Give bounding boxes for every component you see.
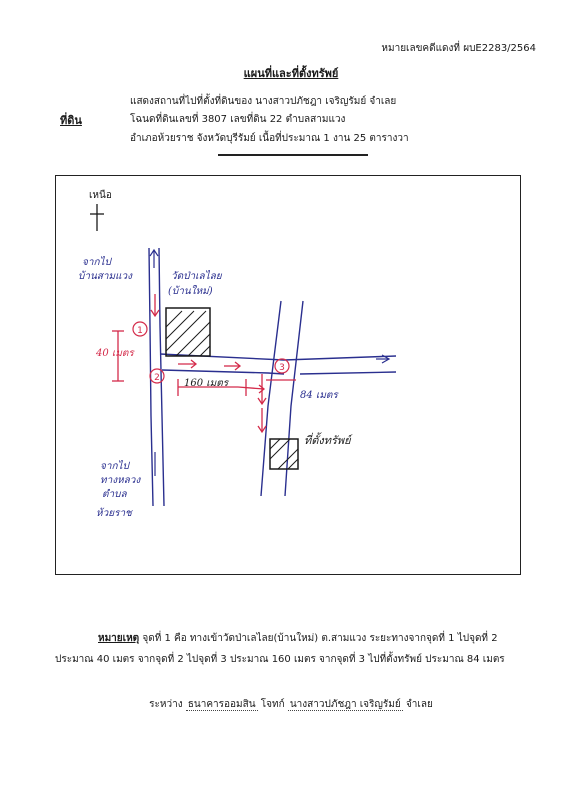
case-number: หมายเลขคดีแดงที่ ผบE2283/2564 (381, 43, 536, 54)
note-line-1 (98, 631, 498, 646)
between-label: ระหว่าง (149, 699, 183, 710)
to-highway-line-2: ทางหลวง (100, 475, 141, 486)
route-path (112, 294, 296, 432)
to-highway-line-3: ตำบล (102, 489, 127, 500)
distance-84-label: 84 เมตร (300, 390, 338, 401)
parties-line (0, 697, 582, 712)
property-label: ที่ตั้งทรัพย์ (304, 434, 351, 447)
note-heading: หมายเหตุ (98, 633, 140, 644)
property-block (270, 439, 298, 469)
plaintiff-role: โจทก์ (260, 699, 285, 710)
temple-label-line-1: วัดป่าเลไลย (171, 271, 222, 282)
document-title-text: แผนที่และที่ตั้งทรัพย์ (243, 67, 339, 80)
to-samwaeng-line-2: บ้านสามแวง (78, 271, 133, 282)
intro-line-3: อำเภอห้วยราช จังหวัดบุรีรัมย์ เนื้อที่ประมาณ 1 งาน 25 ตารางวา (130, 133, 409, 144)
north-label: เหนือ (89, 190, 112, 201)
location-map (55, 175, 521, 575)
point-3-label: 3 (279, 363, 285, 373)
to-highway-line-1: จากไป (100, 461, 129, 472)
land-label: ที่ดิน (60, 114, 82, 127)
intro-line-2: โฉนดที่ดินเลขที่ 3807 เลขที่ดิน 22 ตำบลสามแวง (130, 114, 346, 125)
distance-160-label: 160 เมตร (184, 378, 229, 389)
defendant-name: นางสาวปภัชฎา เจริญรัมย์ (289, 699, 401, 710)
distance-40-label: 40 เมตร (96, 348, 134, 359)
north-arrow-icon (90, 204, 104, 231)
map-drawing (56, 176, 522, 576)
side-road (261, 301, 303, 496)
intro-line-1: แสดงสถานที่ไปที่ตั้งที่ดินของ นางสาวปภัชฎา เจริญรัมย์ จำเลย (130, 96, 397, 107)
title-divider (218, 154, 368, 156)
defendant-role: จำเลย (405, 699, 433, 710)
plaintiff-name: ธนาคารออมสิน (187, 699, 256, 710)
to-highway-line-4: ห้วยราช (96, 508, 132, 519)
note-line-2: ประมาณ 40 เมตร จากจุดที่ 2 ไปจุดที่ 3 ประมาณ 160 เมตร จากจุดที่ 3 ไปที่ตั้งทรัพย์ ประมาณ 84 เมตร (55, 654, 505, 665)
document-title (0, 64, 582, 82)
point-2-label: 2 (154, 373, 160, 383)
temple-label-line-2: (บ้านใหม่) (168, 286, 213, 297)
point-1-label: 1 (137, 326, 143, 336)
note-text-1: จุดที่ 1 คือ ทางเข้าวัดป่าเลไลย(บ้านใหม่) ต.สามแวง ระยะทางจากจุดที่ 1 ไปจุดที่ 2 (142, 633, 498, 644)
to-samwaeng-line-1: จากไป (82, 257, 111, 268)
